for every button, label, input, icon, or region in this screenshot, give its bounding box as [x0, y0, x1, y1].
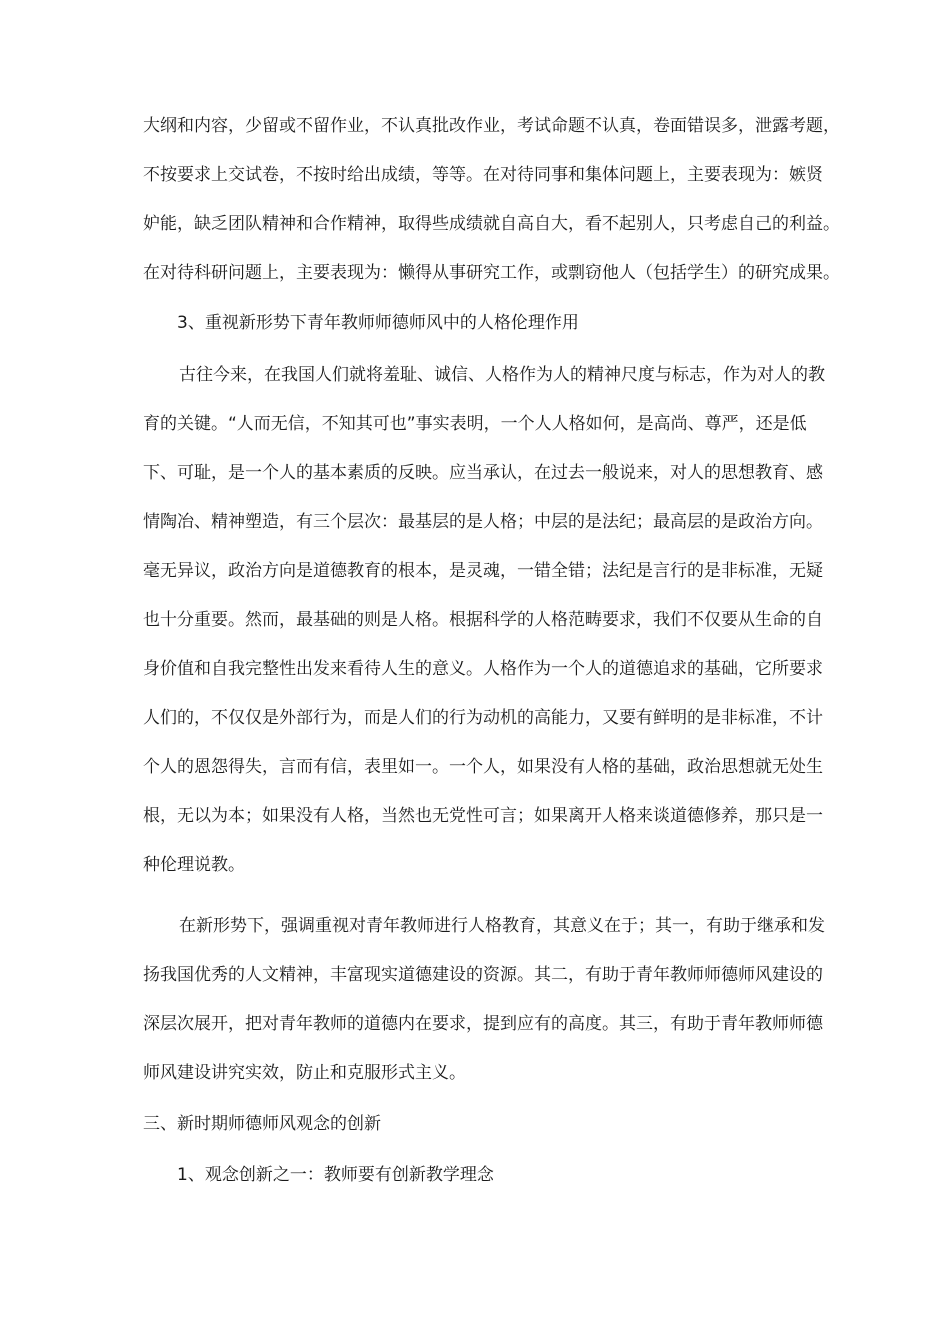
text-line: 下、可耻，是一个人的基本素质的反映。应当承认，在过去一般说来，对人的思想教育、感: [143, 463, 823, 483]
text-line: 也十分重要。然而，最基础的则是人格。根据科学的人格范畴要求，我们不仅要从生命的自: [143, 610, 823, 630]
text-line: 大纲和内容，少留或不留作业，不认真批改作业，考试命题不认真，卷面错误多，泄露考题，: [143, 116, 840, 136]
section-heading: 三、新时期师德师风观念的创新: [143, 1114, 381, 1134]
text-line: 身价值和自我完整性出发来看待人生的意义。人格作为一个人的道德追求的基础，它所要求: [143, 659, 823, 679]
text-line: 师风建设讲究实效，防止和克服形式主义。: [143, 1063, 466, 1083]
text-line: 根，无以为本；如果没有人格，当然也无党性可言；如果离开人格来谈道德修养，那只是一: [143, 806, 823, 826]
text-line: 育的关键。“人而无信，不知其可也”事实表明，一个人人格如何，是高尚、尊严，还是低: [143, 414, 807, 434]
text-line: 不按要求上交试卷，不按时给出成绩，等等。在对待同事和集体问题上，主要表现为：嫉贤: [143, 165, 823, 185]
text-line: 扬我国优秀的人文精神，丰富现实道德建设的资源。其二，有助于青年教师师德师风建设的: [143, 965, 823, 985]
text-line: 在新形势下，强调重视对青年教师进行人格教育，其意义在于；其一，有助于继承和发: [179, 916, 825, 936]
text-line: 人们的，不仅仅是外部行为，而是人们的行为动机的高能力，又要有鲜明的是非标准，不计: [143, 708, 823, 728]
section-heading: 1、观念创新之一：教师要有创新教学理念: [177, 1165, 494, 1185]
text-line: 古往今来，在我国人们就将羞耻、诚信、人格作为人的精神尺度与标志，作为对人的教: [179, 365, 825, 385]
text-line: 个人的恩怨得失，言而有信，表里如一。一个人，如果没有人格的基础，政治思想就无处生: [143, 757, 823, 777]
section-heading: 3、重视新形势下青年教师师德师风中的人格伦理作用: [177, 313, 579, 333]
text-line: 种伦理说教。: [143, 855, 245, 875]
text-line: 深层次展开，把对青年教师的道德内在要求，提到应有的高度。其三，有助于青年教师师德: [143, 1014, 823, 1034]
text-line: 妒能，缺乏团队精神和合作精神，取得些成绩就自高自大，看不起别人，只考虑自己的利益。: [143, 214, 840, 234]
text-line: 在对待科研问题上，主要表现为：懒得从事研究工作，或剽窃他人（包括学生）的研究成果。: [143, 263, 840, 283]
text-line: 情陶冶、精神塑造，有三个层次：最基层的是人格；中层的是法纪；最高层的是政治方向。: [143, 512, 823, 532]
text-line: 毫无异议，政治方向是道德教育的根本，是灵魂，一错全错；法纪是言行的是非标准，无疑: [143, 561, 823, 581]
